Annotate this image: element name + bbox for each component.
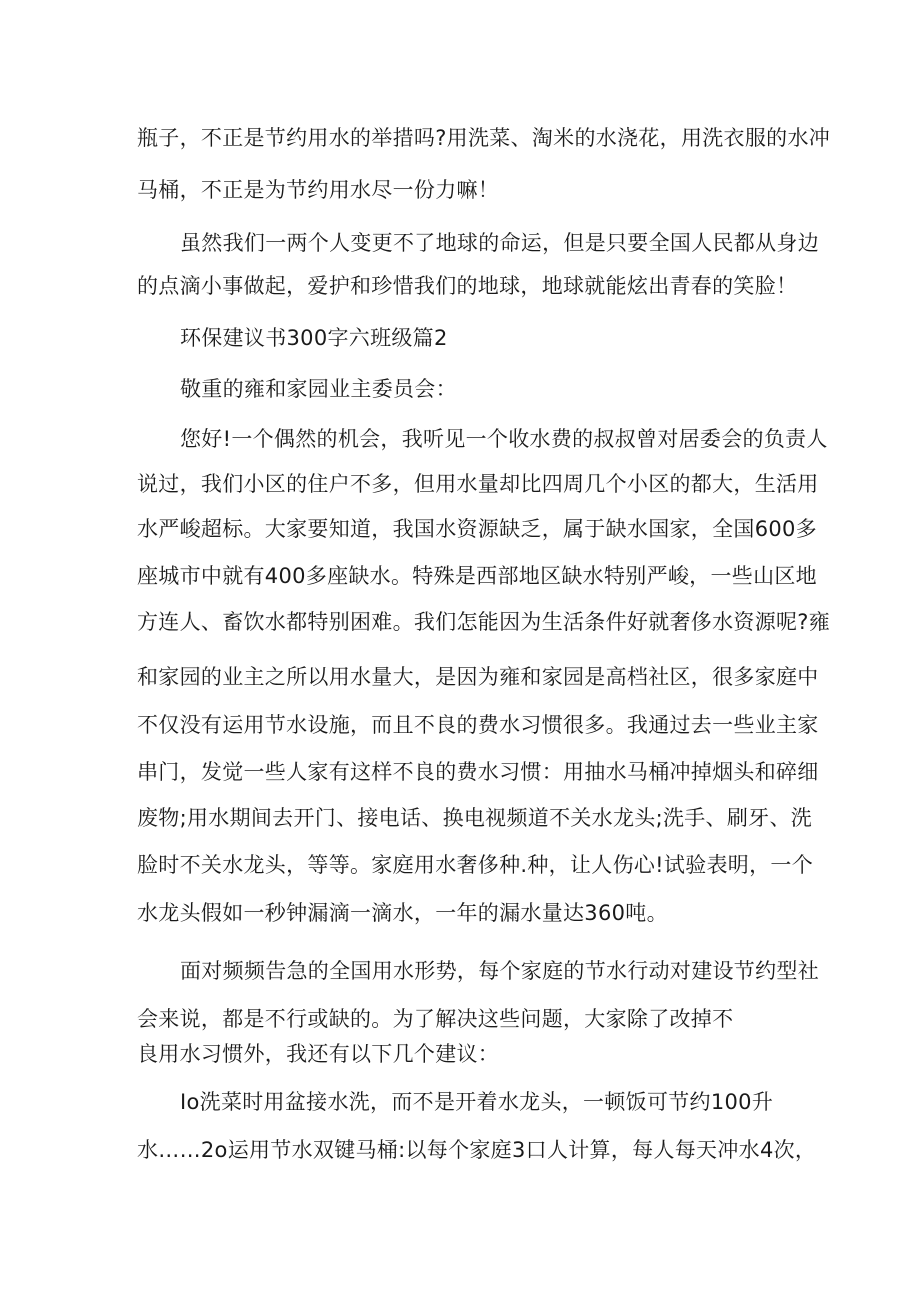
text-line: 瓶子，不正是节约用水的举措吗?用洗菜、淘米的水浇花，用洗衣服的水冲 [137,126,831,150]
text-line: 水龙头假如一秒钟漏滴一滴水，一年的漏水量达360吨。 [137,901,668,925]
text-line: 串门，发觉一些人家有这样不良的费水习惯：用抽水马桶冲掉烟头和碎细 [137,760,819,784]
text-line: 会来说，都是不行或缺的。为了解决这些问题，大家除了改掉不 [137,1007,734,1031]
paragraph-start: 面对频频告急的全国用水形势，每个家庭的节水行动对建设节约型社 [180,959,819,983]
text-line: 马桶，不正是为节约用水尽一份力嘛！ [137,178,500,202]
paragraph-start: 虽然我们一两个人变更不了地球的命运，但是只要全国人民都从身边 [180,231,819,255]
paragraph-start: 您好!一个偶然的机会，我听见一个收水费的叔叔曾对居委会的负责人 [180,427,828,451]
text-line: 脸时不关水龙头，等等。家庭用水奢侈种.种，让人伤心!试验表明，一个 [137,853,813,877]
section-heading: 环保建议书300字六班级篇2 [180,326,448,350]
text-line: 不仅没有运用节水设施，而且不良的费水习惯很多。我通过去一些业主家 [137,713,819,737]
text-line: 方连人、畜饮水都特别困难。我们怎能因为生活条件好就奢侈水资源呢?雍 [137,610,831,634]
salutation: 敬重的雍和家园业主委员会： [180,377,457,401]
text-line: 废物;用水期间去开门、接电话、换电视频道不关水龙头;洗手、刷牙、洗 [137,806,813,830]
text-line: 的点滴小事做起，爱护和珍惜我们的地球，地球就能炫出青春的笑脸！ [137,274,798,298]
paragraph-start: Io洗菜时用盆接水洗，而不是开着水龙头，一顿饭可节约100升 [180,1090,774,1114]
text-line: 良用水习惯外，我还有以下几个建议： [137,1042,500,1066]
text-line: 水严峻超标。大家要知道，我国水资源缺乏，属于缺水国家，全国600多 [137,517,817,541]
text-line: 和家园的业主之所以用水量大，是因为雍和家园是高档社区，很多家庭中 [137,665,819,689]
text-line: 说过，我们小区的住户不多，但用水量却比四周几个小区的都大，生活用 [137,472,819,496]
text-line: 水……2o运用节水双键马桶:以每个家庭3口人计算，每人每天冲水4次， [137,1138,817,1162]
text-line: 座城市中就有400多座缺水。特殊是西部地区缺水特别严峻，一些山区地 [137,564,817,588]
